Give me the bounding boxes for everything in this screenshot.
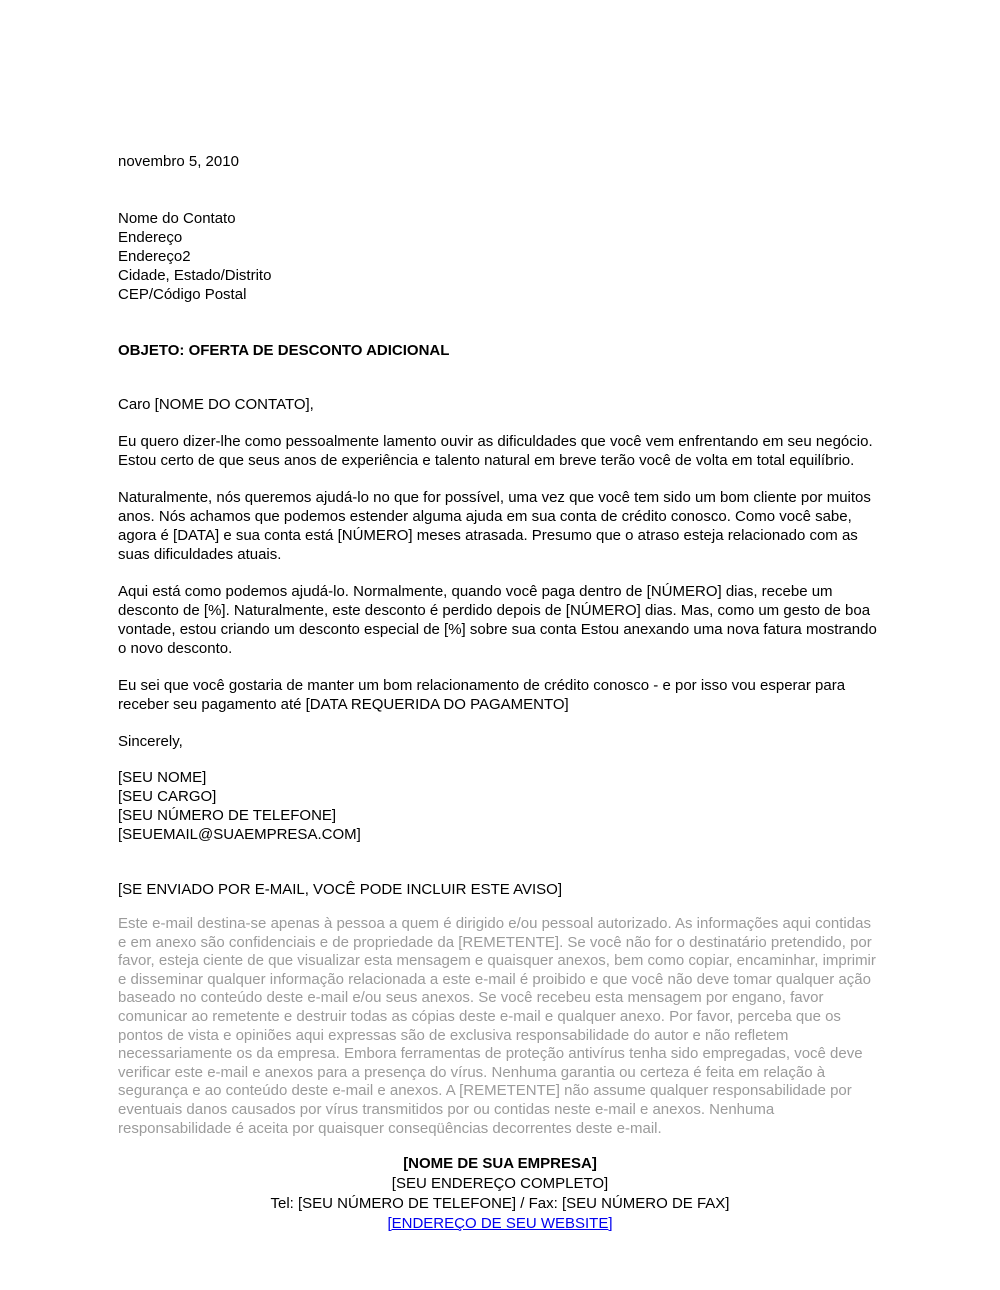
subject-line: OBJETO: OFERTA DE DESCONTO ADICIONAL <box>118 342 450 359</box>
recipient-postal-code: CEP/Código Postal <box>118 286 247 303</box>
letter-date: novembro 5, 2010 <box>118 153 239 170</box>
body-paragraph-1: Eu quero dizer-lhe como pessoalmente lamento ouvir as dificuldades que você vem enfrentando em seu negócio. Estou certo de que seus anos de experiência e talento natural em breve terão você de volta em total equilíbrio. <box>118 433 873 469</box>
footer-address: [SEU ENDEREÇO COMPLETO] <box>391 1175 609 1193</box>
footer-company-name: [NOME DE SUA EMPRESA] <box>403 1155 597 1173</box>
signature-phone: [SEU NÚMERO DE TELEFONE] <box>118 807 337 824</box>
disclaimer-text: Este e-mail destina-se apenas à pessoa a quem é dirigido e/ou pessoal autorizado. As informações aqui contidas e em anexo são confidenciais e de propriedade da [REMETENTE]. Se você não for o destinatário pretendido, por favor, esteja ciente de que visualizar esta mensagem e quaisquer anexos, bem como copiar, encaminhar, imprimir e disseminar qualquer informação relacionada a este e-mail é proibido e que você não deve tomar qualquer ação baseado no conteúdo deste e-mail e/ou seus anexos. Se você recebeu esta mensagem por engano, favor comunicar ao remetente e destruir todas as cópias deste e-mail e qualquer anexo. Por favor, perceba que os pontos de vista e opiniões aqui expressas são de exclusiva responsabilidade do autor e não refletem necessariamente os da empresa. Embora ferramentas de proteção antivírus tenha sido empregadas, você deve verificar este e-mail e anexos para a presença do vírus. Nenhuma garantia ou certeza é feita em relação à segurança e ao conteúdo deste e-mail e anexos. A [REMETENTE] não assume qualquer responsabilidade por eventuais danos causados por vírus transmitidos por ou contidas neste e-mail e anexos. Nenhuma responsabilidade é aceita por quaisquer conseqüências decorrentes deste e-mail. <box>118 915 876 1137</box>
website-link[interactable]: [ENDEREÇO DE SEU WEBSITE] <box>387 1215 613 1233</box>
signature-title: [SEU CARGO] <box>118 788 217 805</box>
signature-email: [SEUEMAIL@SUAEMPRESA.COM] <box>118 826 361 843</box>
recipient-name: Nome do Contato <box>118 210 236 227</box>
footer-block <box>118 1154 882 1233</box>
body-paragraph-3: Aqui está como podemos ajudá-lo. Normalmente, quando você paga dentro de [NÚMERO] dias, recebe um desconto de [%]. Naturalmente, este desconto é perdido depois de [NÚMERO] dias. Mas, como um gesto de boa vontade, estou criando um desconto especial de [%] sobre sua conta Estou anexando uma nova fatura mostrando o novo desconto. <box>118 583 877 657</box>
signature-name: [SEU NOME] <box>118 769 207 786</box>
recipient-city-state: Cidade, Estado/Distrito <box>118 267 272 284</box>
recipient-address-line1: Endereço <box>118 229 183 246</box>
salutation: Caro [NOME DO CONTATO], <box>118 396 314 413</box>
recipient-address-line2: Endereço2 <box>118 248 191 265</box>
email-notice: [SE ENVIADO POR E-MAIL, VOCÊ PODE INCLUIR ESTE AVISO] <box>118 881 562 898</box>
closing: Sincerely, <box>118 733 183 750</box>
footer-website-line <box>118 1214 882 1233</box>
signature-block <box>118 768 882 844</box>
footer-phone-fax: Tel: [SEU NÚMERO DE TELEFONE] / Fax: [SEU NÚMERO DE FAX] <box>270 1195 730 1213</box>
recipient-block <box>118 209 882 304</box>
body-paragraph-4: Eu sei que você gostaria de manter um bom relacionamento de crédito conosco - e por isso vou esperar para receber seu pagamento até [DATA REQUERIDA DO PAGAMENTO] <box>118 677 846 713</box>
body-paragraph-2: Naturalmente, nós queremos ajudá-lo no que for possível, uma vez que você tem sido um bom cliente por muitos anos. Nós achamos que podemos estender alguma ajuda em sua conta de crédito conosco. Como você sabe, agora é [DATA] e sua conta está [NÚMERO] meses atrasada. Presumo que o atraso esteja relacionado com as suas dificuldades atuais. <box>118 489 871 563</box>
